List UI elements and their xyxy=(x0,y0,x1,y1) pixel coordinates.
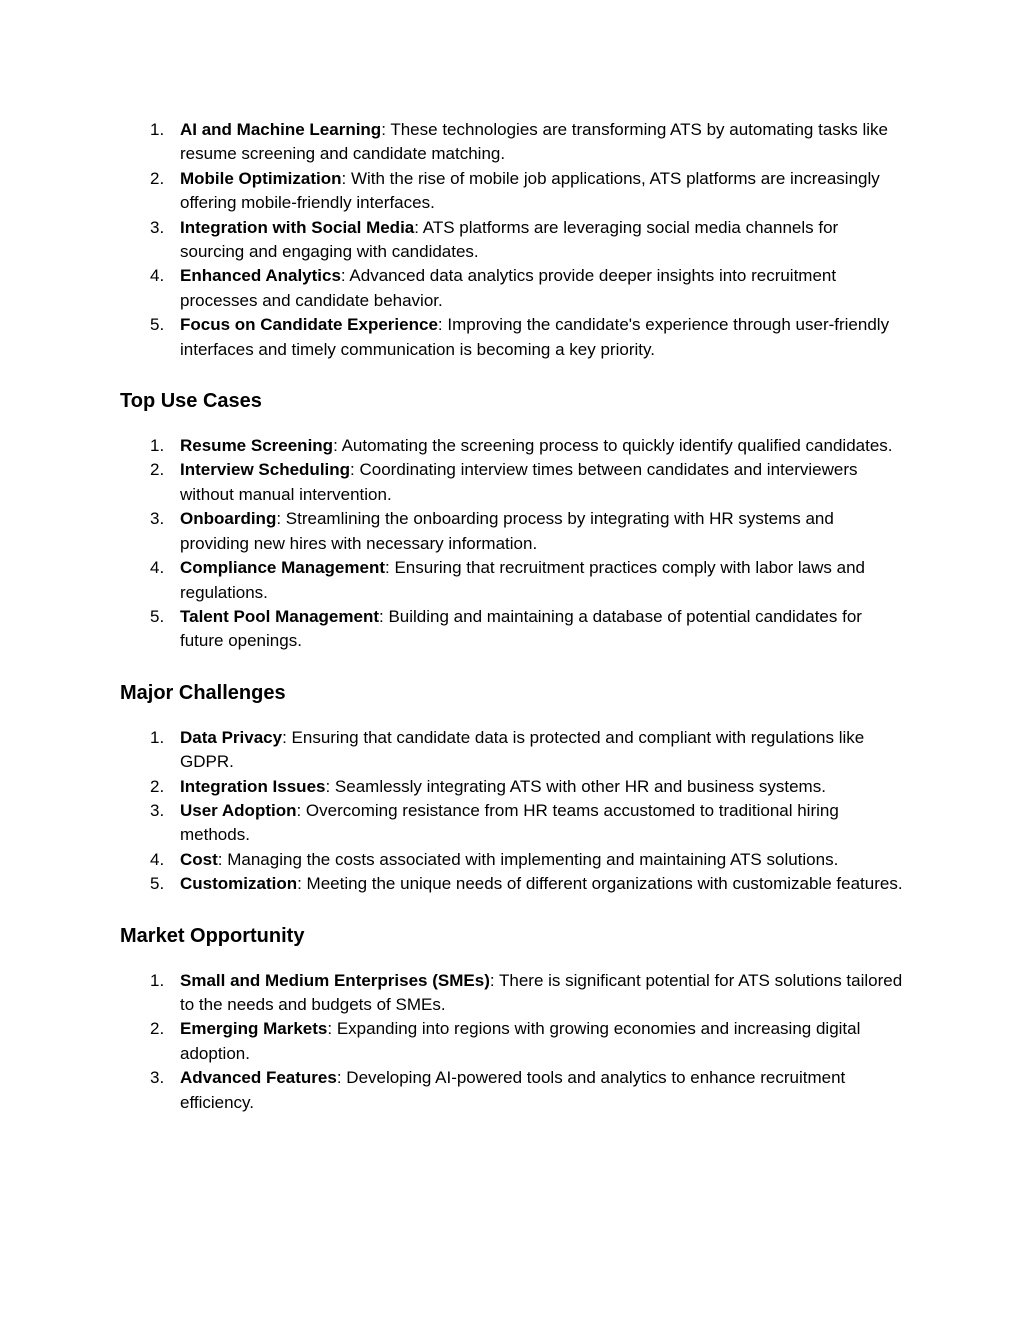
item-description: : There is significant potential for ATS solutions tailored to the needs and budgets of SMEs. xyxy=(180,970,903,1014)
opportunity-list xyxy=(120,969,904,1115)
item-term: Integration with Social Media xyxy=(180,217,415,237)
item-term: Advanced Features xyxy=(180,1068,337,1088)
item-description: : Overcoming resistance from HR teams accustomed to traditional hiring methods. xyxy=(180,800,839,845)
item-description: : Seamlessly integrating ATS with other HR and business systems. xyxy=(325,776,826,796)
list-number: 5. xyxy=(150,874,165,894)
section-heading-use-cases: Top Use Cases xyxy=(120,390,262,413)
use-cases-list xyxy=(120,434,904,654)
list-number: 4. xyxy=(150,849,165,869)
item-description: : Automating the screening process to quickly identify qualified candidates. xyxy=(333,436,893,456)
list-number: 2. xyxy=(150,1019,165,1039)
list-item xyxy=(120,872,904,896)
list-number: 2. xyxy=(150,168,165,188)
list-item xyxy=(120,848,904,872)
item-description: : Ensuring that recruitment practices comply with labor laws and regulations. xyxy=(180,558,865,602)
item-term: AI and Machine Learning xyxy=(180,120,382,139)
item-description: : Expanding into regions with growing economies and increasing digital adoption. xyxy=(180,1019,861,1063)
list-number: 4. xyxy=(150,266,165,286)
item-description: : With the rise of mobile job applications, ATS platforms are increasingly offering mobile-friendly interfaces. xyxy=(180,168,880,213)
list-item xyxy=(120,1017,904,1066)
list-item xyxy=(120,799,904,848)
list-number: 3. xyxy=(150,509,165,529)
list-item xyxy=(120,264,904,313)
item-term: Interview Scheduling xyxy=(180,460,351,480)
list-item xyxy=(120,118,904,167)
item-description: : ATS platforms are leveraging social media channels for sourcing and engaging with candidates. xyxy=(180,217,839,262)
item-description: : These technologies are transforming ATS by automating tasks like resume screening and candidate matching. xyxy=(180,120,888,164)
list-item xyxy=(120,216,904,265)
list-number: 1. xyxy=(150,727,165,747)
list-item xyxy=(120,556,904,605)
list-item xyxy=(120,1066,904,1115)
list-number: 5. xyxy=(150,315,165,335)
challenges-list xyxy=(120,726,904,897)
list-item xyxy=(120,507,904,556)
item-term: Enhanced Analytics xyxy=(180,266,341,286)
item-term: Cost xyxy=(180,849,218,869)
list-number: 1. xyxy=(150,970,165,990)
list-item xyxy=(120,726,904,775)
list-item xyxy=(120,434,904,458)
item-description: : Ensuring that candidate data is protected and compliant with regulations like GDPR. xyxy=(180,727,865,772)
item-term: Talent Pool Management xyxy=(180,606,379,626)
item-term: Small and Medium Enterprises (SMEs) xyxy=(180,970,490,990)
item-description: : Meeting the unique needs of different organizations with customizable features. xyxy=(297,874,903,894)
item-term: Customization xyxy=(180,874,298,894)
list-number: 2. xyxy=(150,460,165,480)
item-term: User Adoption xyxy=(180,800,297,820)
item-description: : Coordinating interview times between candidates and interviewers without manual intervention. xyxy=(180,460,858,504)
list-item xyxy=(120,969,904,1018)
item-term: Mobile Optimization xyxy=(180,168,342,188)
list-number: 3. xyxy=(150,217,165,237)
item-description: : Managing the costs associated with implementing and maintaining ATS solutions. xyxy=(217,849,839,869)
item-description: : Advanced data analytics provide deeper insights into recruitment processes and candidate behavior. xyxy=(180,266,837,310)
section-heading-challenges: Major Challenges xyxy=(120,681,286,704)
list-number: 2. xyxy=(150,776,165,796)
item-description: : Building and maintaining a database of potential candidates for future openings. xyxy=(180,606,862,651)
item-term: Emerging Markets xyxy=(180,1019,328,1039)
list-item xyxy=(120,605,904,654)
list-number: 1. xyxy=(150,120,165,139)
list-number: 5. xyxy=(150,606,165,626)
list-item xyxy=(120,775,904,799)
list-number: 4. xyxy=(150,558,165,578)
item-term: Integration Issues xyxy=(180,776,326,796)
item-description: : Improving the candidate's experience through user-friendly interfaces and timely communication is becoming a key priority. xyxy=(180,315,890,359)
section-heading-opportunity: Market Opportunity xyxy=(120,924,305,947)
item-description: : Developing AI-powered tools and analytics to enhance recruitment efficiency. xyxy=(180,1068,846,1112)
trends-list xyxy=(120,118,904,362)
item-term: Data Privacy xyxy=(180,727,283,747)
list-number: 3. xyxy=(150,800,165,820)
item-term: Focus on Candidate Experience xyxy=(180,315,438,335)
list-item xyxy=(120,167,904,216)
item-term: Compliance Management xyxy=(180,558,385,578)
item-description: : Streamlining the onboarding process by integrating with HR systems and providing new hires with necessary information. xyxy=(180,509,834,553)
list-item xyxy=(120,313,904,362)
list-number: 3. xyxy=(150,1068,165,1088)
list-number: 1. xyxy=(150,436,165,456)
item-term: Resume Screening xyxy=(180,436,334,456)
item-term: Onboarding xyxy=(180,509,277,529)
list-item xyxy=(120,458,904,507)
